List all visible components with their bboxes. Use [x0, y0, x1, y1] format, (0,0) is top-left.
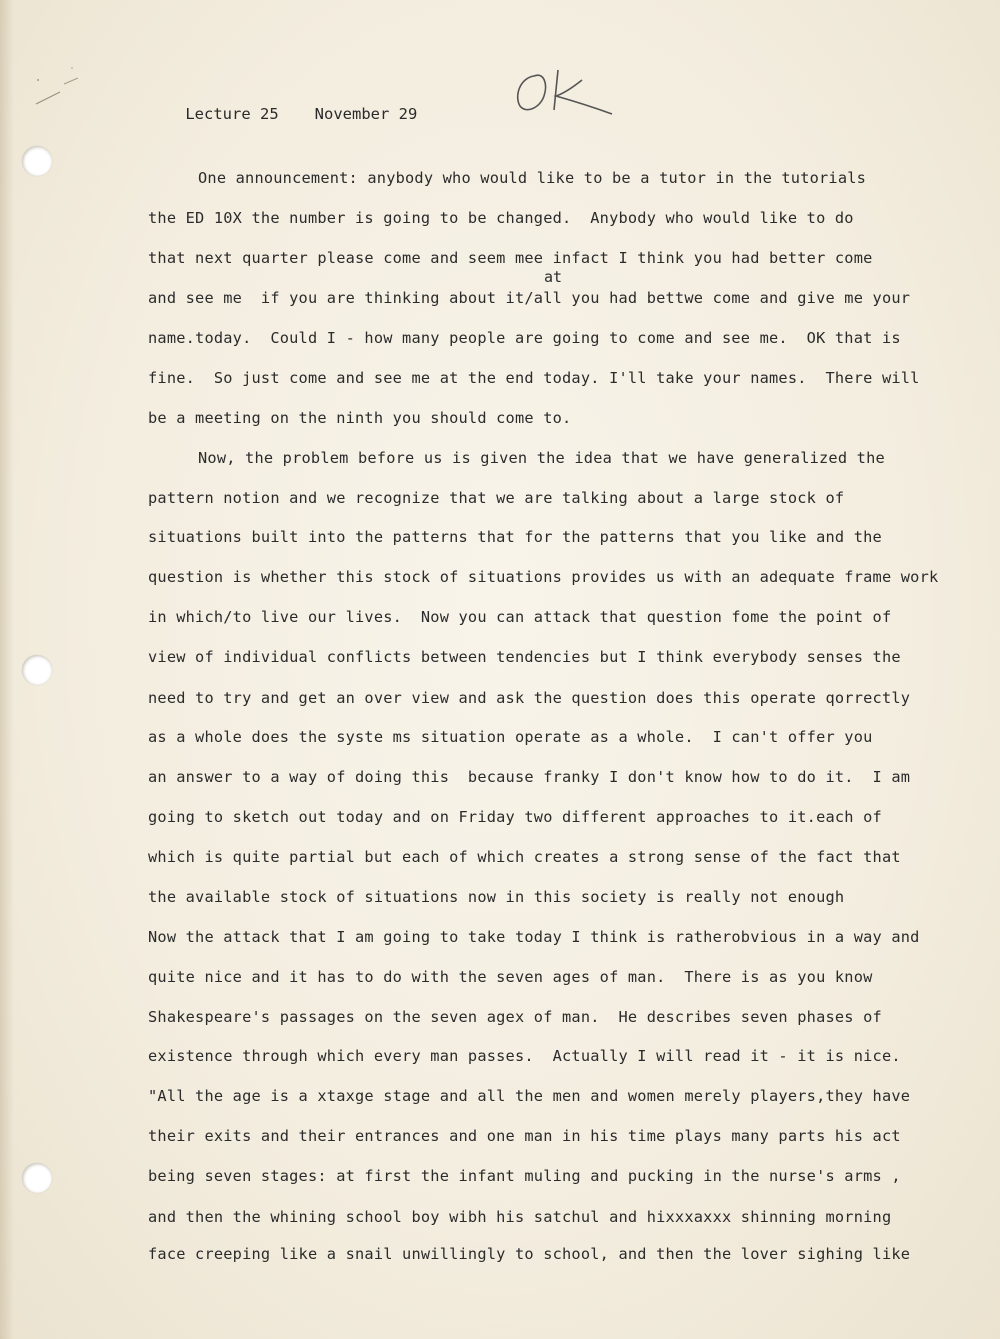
text-line: situations built into the patterns that for the patterns that you like and the — [148, 528, 882, 546]
lecture-number: Lecture 25 — [185, 105, 279, 123]
text-line: being seven stages: at first the infant muling and pucking in the nurse's arms , — [148, 1167, 901, 1185]
page-edge-shadow — [0, 0, 14, 1339]
text-line: the available stock of situations now in this society is really not enough — [148, 888, 845, 906]
text-line: the ED 10X the number is going to be changed. Anybody who would like to do — [148, 209, 854, 227]
handwritten-insertion-at: at — [544, 268, 563, 286]
text-line: Now the attack that I am going to take today I think is ratherobvious in a way and — [148, 928, 920, 946]
pencil-scribble-mark — [28, 60, 98, 110]
text-line: view of individual conflicts between tendencies but I think everybody senses the — [148, 648, 901, 666]
text-line: which is quite partial but each of which creates a strong sense of the fact that — [148, 848, 901, 866]
text-line: face creeping like a snail unwillingly to school, and then the lover sighing like — [148, 1245, 911, 1263]
binder-hole-bottom — [22, 1163, 52, 1193]
text-line: going to sketch out today and on Friday two different approaches to it.each of — [148, 808, 882, 826]
binder-hole-top — [22, 146, 52, 176]
text-line: need to try and get an over view and ask the question does this operate qorrectly — [148, 689, 911, 707]
lecture-date: November 29 — [314, 105, 418, 123]
lecture-header — [148, 87, 417, 141]
text-line: Shakespeare's passages on the seven agex of man. He describes seven phases of — [148, 1008, 882, 1026]
text-line: quite nice and it has to do with the seven ages of man. There is as you know — [148, 968, 873, 986]
handwritten-ok-mark — [510, 62, 620, 122]
text-line: that next quarter please come and seem mee infact I think you had better come — [148, 249, 873, 267]
text-line: pattern notion and we recognize that we are talking about a large stock of — [148, 489, 845, 507]
text-line: "All the age is a xtaxge stage and all the men and women merely players,they have — [148, 1087, 911, 1105]
text-line: as a whole does the syste ms situation operate as a whole. I can't offer you — [148, 728, 873, 746]
text-line: name.today. Could I - how many people are going to come and see me. OK that is — [148, 329, 901, 347]
text-line: Now, the problem before us is given the idea that we have generalized the — [198, 449, 885, 467]
text-line: be a meeting on the ninth you should come to. — [148, 409, 572, 427]
text-line: and see me if you are thinking about it/all you had bettwe come and give me your — [148, 289, 911, 307]
text-line: an answer to a way of doing this because franky I don't know how to do it. I am — [148, 768, 911, 786]
text-line: One announcement: anybody who would like to be a tutor in the tutorials — [198, 169, 867, 187]
text-line: and then the whining school boy wibh his satchul and hixxxaxxx shinning morning — [148, 1208, 892, 1226]
text-line: existence through which every man passes. Actually I will read it - it is nice. — [148, 1047, 901, 1065]
text-line: in which/to live our lives. Now you can attack that question fome the point of — [148, 608, 892, 626]
text-line: their exits and their entrances and one man in his time plays many parts his act — [148, 1127, 901, 1145]
text-line: fine. So just come and see me at the end today. I'll take your names. There will — [148, 369, 920, 387]
binder-hole-middle — [22, 655, 52, 685]
text-line: question is whether this stock of situations provides us with an adequate frame work — [148, 568, 939, 586]
